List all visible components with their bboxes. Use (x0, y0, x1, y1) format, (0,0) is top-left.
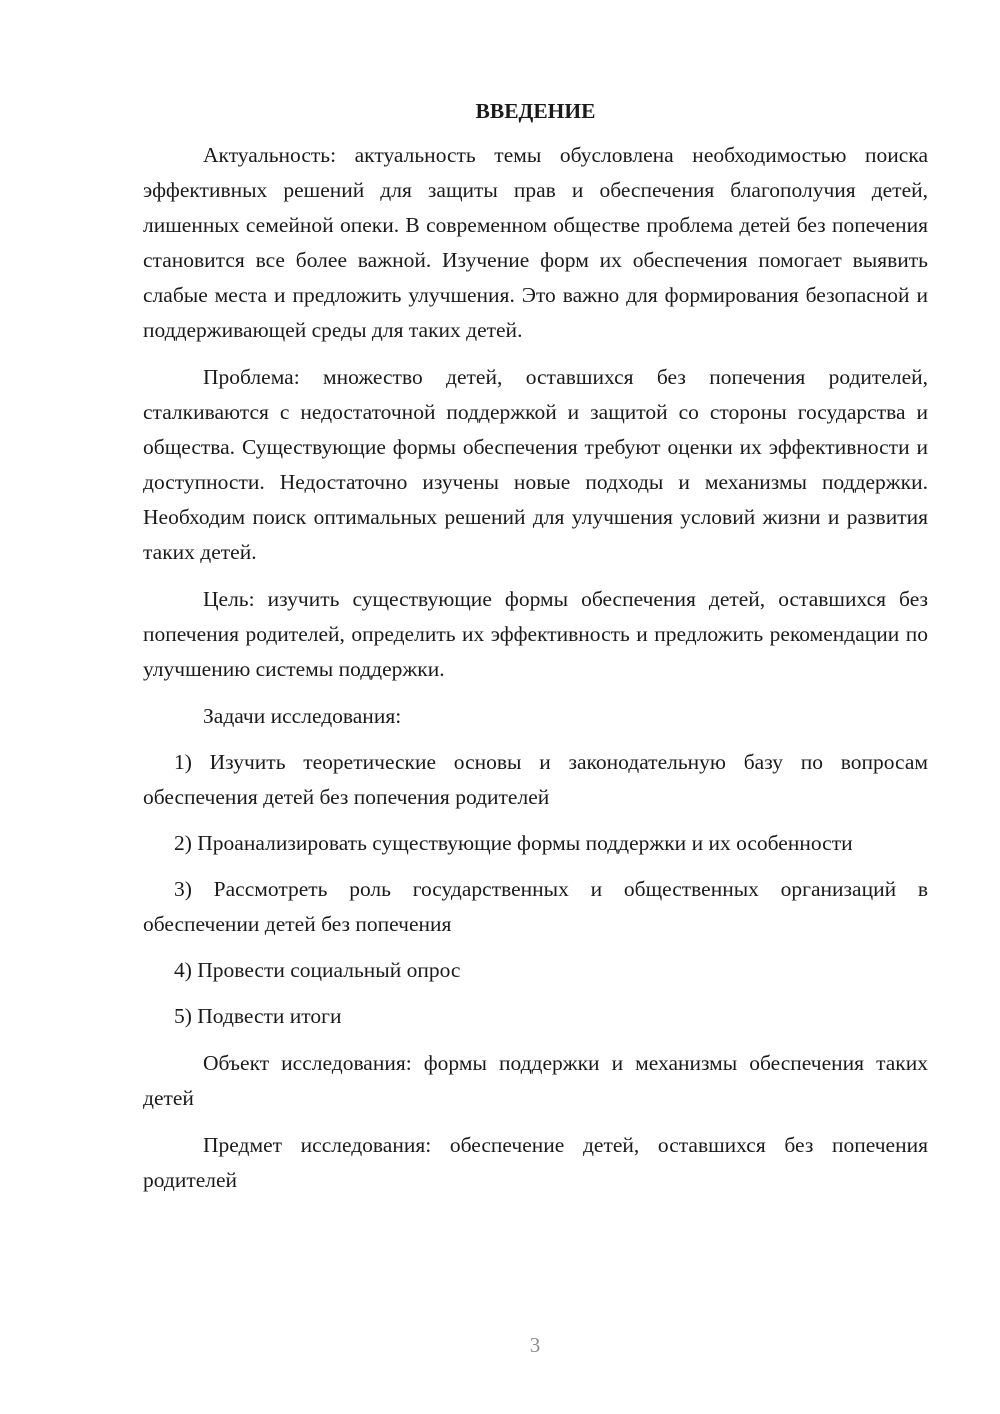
task-item-5: 5) Подвести итоги (174, 1004, 342, 1028)
page-number: 3 (529, 1333, 541, 1357)
document-page (143, 96, 928, 1198)
task-item-1: 1) Изучить теоретические основы и законодательную базу по вопросам обеспечения детей без попечения родителей (143, 750, 928, 809)
task-list (143, 745, 928, 1034)
task-item-2: 2) Проанализировать существующие формы поддержки и их особенности (174, 831, 853, 855)
paragraph-tasks-intro: Задачи исследования: (203, 704, 402, 728)
page-heading: ВВЕДЕНИЕ (475, 99, 596, 123)
paragraph-relevance: Актуальность: актуальность темы обусловлена необходимостью поиска эффективных решений для защиты прав и обеспечения благополучия детей, лишенных семейной опеки. В современном обществе проблема детей без попечения становится все более важной. Изучение форм их обеспечения помогает выявить слабые места и предложить улучшения. Это важно для формирования безопасной и поддерживающей среды для таких детей. (143, 143, 928, 342)
task-item-4: 4) Провести социальный опрос (174, 958, 461, 982)
task-item-3: 3) Рассмотреть роль государственных и общественных организаций в обеспечении детей без попечения (143, 877, 928, 936)
paragraph-object: Объект исследования: формы поддержки и механизмы обеспечения таких детей (143, 1051, 928, 1110)
paragraph-goal: Цель: изучить существующие формы обеспечения детей, оставшихся без попечения родителей, определить их эффективность и предложить рекомендации по улучшению системы поддержки. (143, 587, 928, 681)
paragraph-problem: Проблема: множество детей, оставшихся без попечения родителей, сталкиваются с недостаточной поддержкой и защитой со стороны государства и общества. Существующие формы обеспечения требуют оценки их эффективности и доступности. Недостаточно изучены новые подходы и механизмы поддержки. Необходим поиск оптимальных решений для улучшения условий жизни и развития таких детей. (143, 365, 928, 564)
paragraph-subject: Предмет исследования: обеспечение детей, оставшихся без попечения родителей (143, 1133, 928, 1192)
